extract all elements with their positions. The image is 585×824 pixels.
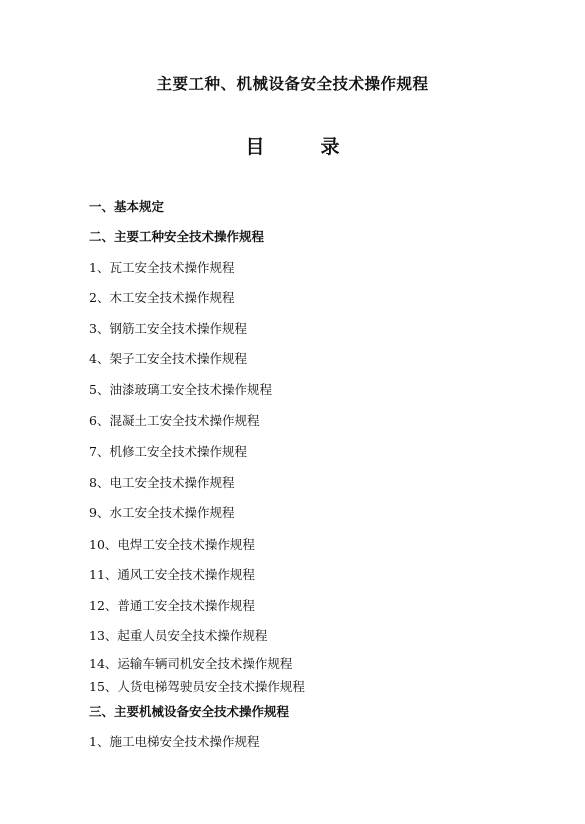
toc-item: 8、电工安全技术操作规程 (89, 475, 235, 490)
toc-item: 15、人货电梯驾驶员安全技术操作规程 (89, 679, 305, 694)
document-title: 主要工种、机械设备安全技术操作规程 (156, 74, 429, 93)
toc-section-machinery: 三、主要机械设备安全技术操作规程 (89, 704, 290, 719)
toc-item: 10、电焊工安全技术操作规程 (89, 537, 255, 552)
toc-item: 13、起重人员安全技术操作规程 (89, 628, 268, 643)
toc-item: 1、施工电梯安全技术操作规程 (89, 734, 260, 749)
toc-item: 14、运输车辆司机安全技术操作规程 (89, 656, 293, 671)
toc-section-trades: 二、主要工种安全技术操作规程 (89, 229, 265, 244)
toc-item: 7、机修工安全技术操作规程 (89, 444, 247, 459)
toc-heading (0, 132, 585, 159)
toc-heading-right: 录 (320, 136, 340, 158)
toc-item: 12、普通工安全技术操作规程 (89, 598, 255, 613)
toc-heading-left: 目 (245, 136, 265, 158)
toc-item: 9、水工安全技术操作规程 (89, 505, 235, 520)
toc-item: 3、钢筋工安全技术操作规程 (89, 321, 247, 336)
toc-item: 6、混凝土工安全技术操作规程 (89, 413, 260, 428)
toc-item: 11、通风工安全技术操作规程 (89, 567, 255, 582)
toc-item: 5、油漆玻璃工安全技术操作规程 (89, 382, 272, 397)
toc-item: 1、瓦工安全技术操作规程 (89, 260, 235, 275)
toc-item: 4、架子工安全技术操作规程 (89, 351, 247, 366)
toc-item: 2、木工安全技术操作规程 (89, 290, 235, 305)
toc-section-basic: 一、基本规定 (89, 199, 165, 214)
